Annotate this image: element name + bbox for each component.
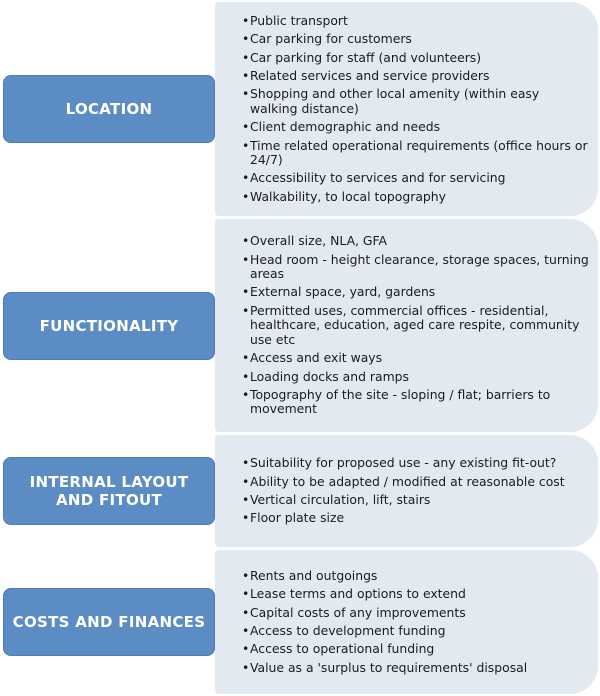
list-item: • Accessibility to services and for servicing: [242, 171, 590, 185]
list-item: • Client demographic and needs: [242, 120, 590, 134]
list-item: • Related services and service providers: [242, 69, 590, 83]
internal-layout-label: INTERNAL LAYOUT AND FITOUT: [3, 457, 215, 525]
list-item: • Access to development funding: [242, 624, 590, 638]
list-item: • Access and exit ways: [242, 351, 590, 365]
list-item: • Shopping and other local amenity (within easy walking distance): [242, 87, 590, 116]
list-item: • Suitability for proposed use - any existing fit-out?: [242, 456, 590, 470]
list-item: • Overall size, NLA, GFA: [242, 234, 590, 248]
location-label: LOCATION: [3, 75, 215, 143]
costs-list: [242, 569, 590, 675]
list-item: • Time related operational requirements (office hours or 24/7): [242, 139, 590, 168]
location-panel: [215, 2, 598, 216]
list-item: • Vertical circulation, lift, stairs: [242, 493, 590, 507]
list-item: • Lease terms and options to extend: [242, 587, 590, 601]
list-item: • Head room - height clearance, storage spaces, turning areas: [242, 253, 590, 282]
functionality-panel: [215, 219, 598, 432]
list-item: • Car parking for staff (and volunteers): [242, 51, 590, 65]
costs-panel: [215, 550, 598, 694]
list-item: • Value as a 'surplus to requirements' disposal: [242, 661, 590, 675]
list-item: • External space, yard, gardens: [242, 285, 590, 299]
internal-layout-panel: [215, 435, 598, 547]
internal-layout-list: [242, 456, 590, 526]
list-item: • Floor plate size: [242, 511, 590, 525]
list-item: • Car parking for customers: [242, 32, 590, 46]
list-item: • Loading docks and ramps: [242, 370, 590, 384]
location-list: [242, 14, 590, 204]
functionality-label: FUNCTIONALITY: [3, 292, 215, 360]
list-item: • Permitted uses, commercial offices - residential, healthcare, education, aged care respite, community use etc: [242, 304, 590, 347]
list-item: • Capital costs of any improvements: [242, 606, 590, 620]
functionality-list: [242, 234, 590, 416]
list-item: • Ability to be adapted / modified at reasonable cost: [242, 475, 590, 489]
list-item: • Walkability, to local topography: [242, 190, 590, 204]
list-item: • Access to operational funding: [242, 642, 590, 656]
list-item: • Topography of the site - sloping / flat; barriers to movement: [242, 388, 590, 417]
costs-label: COSTS AND FINANCES: [3, 588, 215, 656]
list-item: • Public transport: [242, 14, 590, 28]
list-item: • Rents and outgoings: [242, 569, 590, 583]
